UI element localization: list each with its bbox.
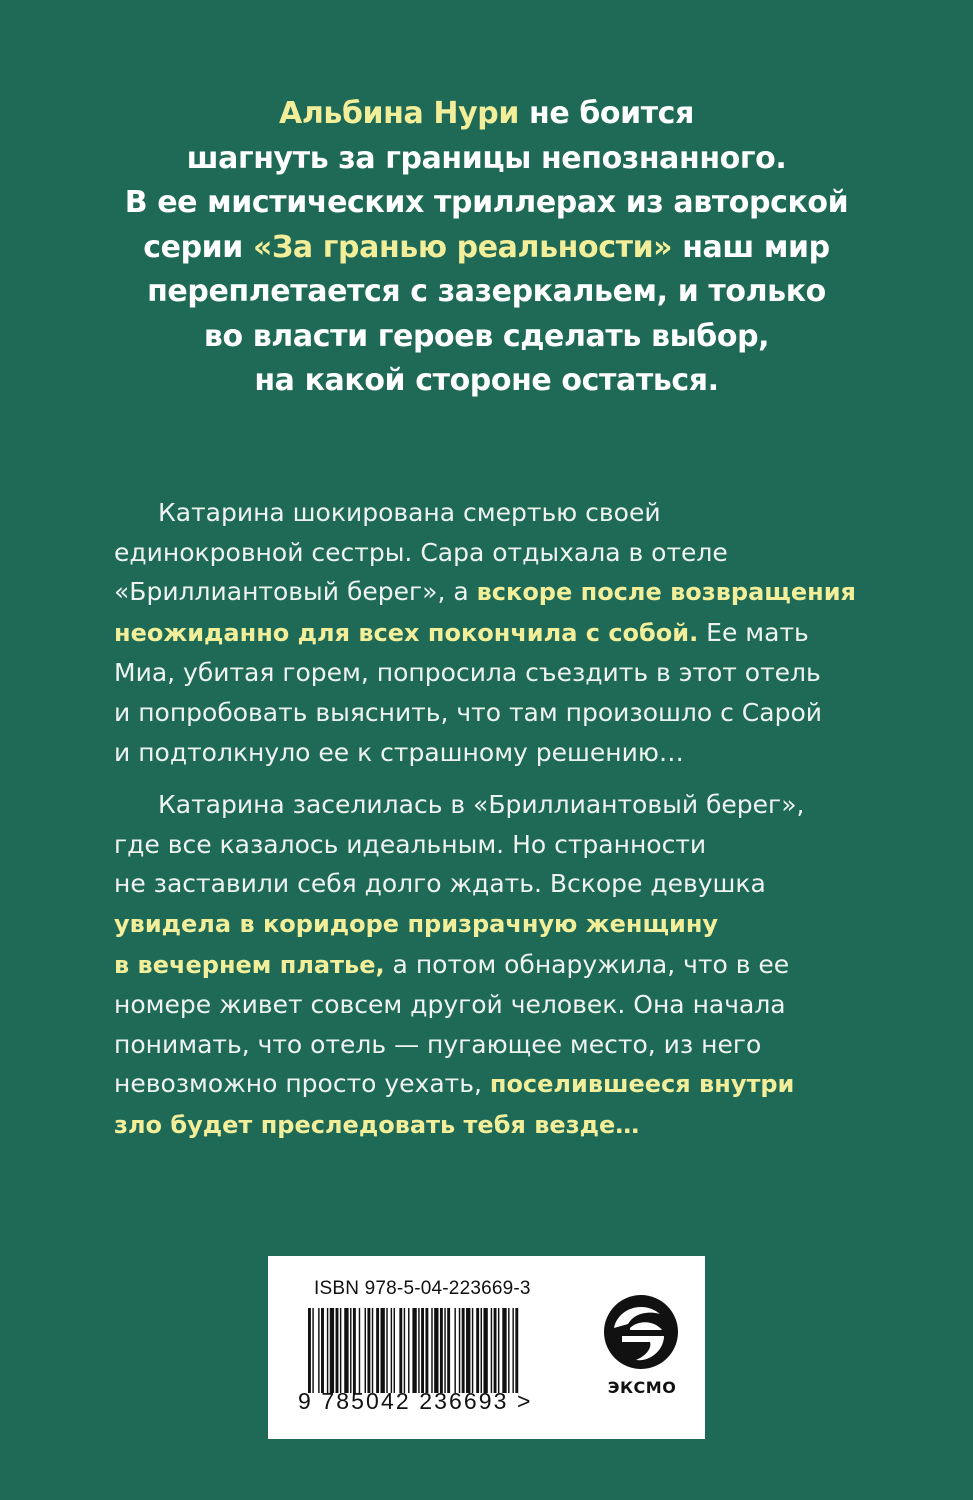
p1-highlight-2: неожиданно для всех покончила с собой.	[114, 618, 699, 647]
intro-blurb	[0, 92, 973, 404]
barcode-bar	[494, 1308, 497, 1393]
author-name: Альбина Нури	[279, 96, 519, 131]
barcode-bar	[376, 1308, 379, 1393]
p2-line-3: не заставили себя долго ждать. Вскоре девушка	[114, 869, 766, 899]
p2-line-6: номере живет совсем другой человек. Она начала	[114, 990, 786, 1020]
barcode-bar	[359, 1308, 360, 1393]
intro-line-4-start: серии	[143, 229, 253, 265]
p2-highlight-2: в вечернем платье,	[114, 950, 385, 979]
barcode-bar	[431, 1308, 432, 1393]
p2-line-1: Катарина заселилась в «Бриллиантовый берег»,	[158, 790, 805, 820]
barcode-bars	[308, 1308, 578, 1393]
intro-line-4	[0, 226, 973, 271]
barcode-bar	[318, 1308, 319, 1393]
barcode-bar	[353, 1308, 356, 1393]
barcode-bar	[386, 1308, 387, 1393]
intro-line-4-end: наш мир	[672, 229, 830, 265]
barcode-bar	[447, 1308, 450, 1393]
intro-line-3: В ее мистических триллерах из авторской	[124, 185, 849, 220]
p1-line-2: единокровной сестры. Сара отдыхала в отеле	[114, 537, 728, 567]
p2-line-7: понимать, что отель — пугающее место, из него	[114, 1029, 762, 1059]
barcode-bar	[444, 1308, 445, 1393]
intro-line-7: на какой стороне остаться.	[254, 363, 719, 398]
barcode-bar	[440, 1308, 443, 1393]
barcode-bar	[515, 1308, 518, 1393]
barcode-bar	[508, 1308, 509, 1393]
barcode-bar	[418, 1308, 419, 1393]
barcode-bar	[425, 1308, 428, 1393]
barcode-bar	[350, 1308, 351, 1393]
synopsis-paragraph-2	[114, 785, 884, 1145]
barcode-bar	[421, 1308, 424, 1393]
p1-line-4-end: Ее мать	[698, 617, 809, 647]
synopsis	[114, 493, 884, 1146]
barcode-bar	[404, 1308, 405, 1393]
barcode-panel	[268, 1256, 705, 1439]
barcode-bar	[399, 1308, 402, 1393]
barcode-bar	[481, 1308, 482, 1393]
p2-line-4	[114, 904, 884, 945]
barcode-bar	[321, 1308, 324, 1393]
p2-line-8	[114, 1064, 884, 1105]
p2-highlight-4: зло будет преследовать тебя везде…	[114, 1110, 640, 1139]
p2-line-9	[114, 1105, 884, 1146]
barcode-bar	[391, 1308, 392, 1393]
barcode-bar	[394, 1308, 395, 1393]
barcode-bar	[459, 1308, 460, 1393]
p2-highlight-3: поселившееся внутри	[489, 1070, 795, 1099]
publisher-name: ЭКСМО	[607, 1378, 677, 1397]
barcode-bar	[483, 1308, 487, 1393]
intro-line-1-rest: не боится	[518, 96, 694, 131]
barcode-bar	[412, 1308, 416, 1393]
p1-line-4	[114, 613, 884, 654]
intro-line-2: шагнуть за границы непознанного.	[186, 140, 787, 176]
barcode-bar	[308, 1308, 311, 1393]
barcode-bar	[491, 1308, 492, 1393]
barcode-bar	[367, 1308, 370, 1393]
p1-line-1: Катарина шокирована смертью своей	[158, 498, 661, 527]
barcode-bar	[372, 1308, 373, 1393]
barcode-bar	[312, 1308, 313, 1393]
barcode-bar	[365, 1308, 366, 1393]
barcode-bar	[330, 1308, 334, 1393]
barcode-bar	[408, 1308, 409, 1393]
p1-highlight-1: вскоре после возвращения	[476, 578, 856, 607]
barcode-bar	[327, 1308, 328, 1393]
barcode-bar	[336, 1308, 339, 1393]
p2-highlight-1: увидела в коридоре призрачную женщину	[114, 909, 719, 938]
barcode-bar	[340, 1308, 341, 1393]
p2-line-5	[114, 945, 884, 986]
barcode-bar	[381, 1308, 385, 1393]
intro-line-1	[0, 92, 973, 137]
p1-line-5: Миа, убитая горем, попросила съездить в этот отель	[114, 658, 821, 688]
barcode-bar	[498, 1308, 499, 1393]
barcode-bar	[476, 1308, 479, 1393]
barcode-bar	[434, 1308, 438, 1393]
p1-line-3-start: «Бриллиантовый берег», а	[114, 577, 477, 607]
p1-line-3	[114, 572, 884, 613]
barcode-bar	[466, 1308, 470, 1393]
barcode-bar	[502, 1308, 506, 1393]
barcode-bar	[344, 1308, 348, 1393]
barcode-bar	[472, 1308, 473, 1393]
series-name: «За гранью реальности»	[252, 229, 673, 265]
p2-line-8-start: невозможно просто уехать,	[114, 1069, 490, 1099]
synopsis-paragraph-1	[114, 493, 884, 772]
isbn-label: ISBN 978-5-04-223669-3	[314, 1278, 531, 1299]
barcode-digits: 9 785042 236693 >	[298, 1388, 533, 1414]
p1-line-7: и подтолкнуло ее к страшному решению…	[114, 737, 684, 767]
intro-line-5: переплетается с зазеркальем, и только	[147, 274, 826, 309]
intro-line-6: во власти героев сделать выбор,	[203, 318, 770, 354]
p2-line-2: где все казалось идеальным. Но странности	[114, 829, 707, 859]
paragraph-gap	[114, 772, 884, 785]
barcode-bar	[512, 1308, 513, 1393]
barcode-bar	[462, 1308, 465, 1393]
p2-line-5-end: а потом обнаружила, что в ее	[384, 949, 790, 979]
barcode-bar	[454, 1308, 455, 1393]
p1-line-6: и попробовать выяснить, что там произошло с Сарой	[114, 697, 822, 727]
